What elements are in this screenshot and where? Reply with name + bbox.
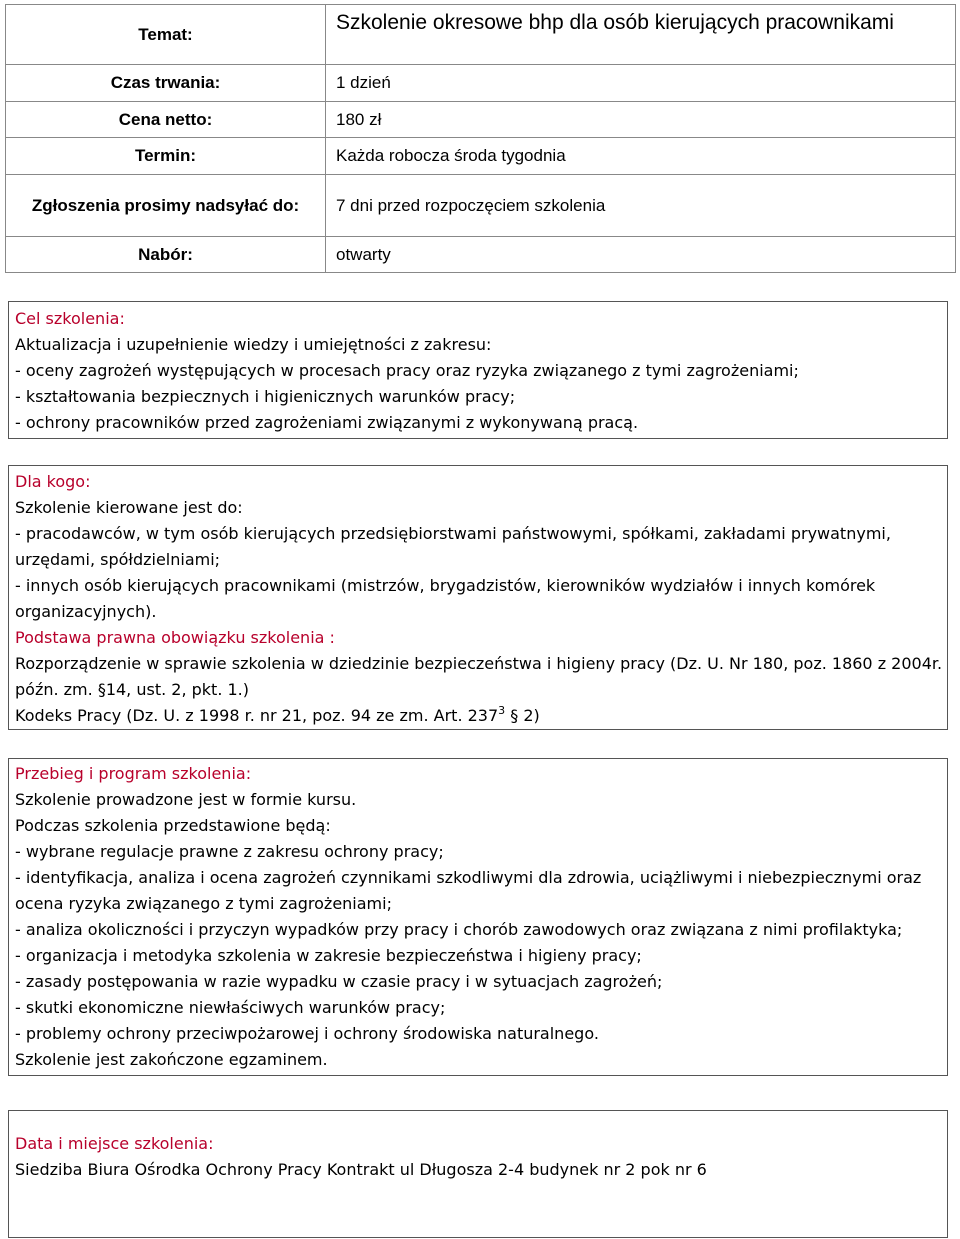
label-zgloszenia: Zgłoszenia prosimy nadsyłać do: [6,175,326,237]
przebieg-line: Szkolenie jest zakończone egzaminem. [15,1050,328,1069]
row-temat [6,5,956,65]
podstawa-heading: Podstawa prawna obowiązku szkolenia : [15,628,335,647]
podstawa-kodeks-line [15,703,947,729]
przebieg-line: - organizacja i metodyka szkolenia w zakresie bezpieczeństwa i higieny pracy; [15,946,642,965]
cel-line: Aktualizacja i uzupełnienie wiedzy i umiejętności z zakresu: [15,335,492,354]
value-cena: 180 zł [326,102,956,138]
dla-kogo-line: Szkolenie kierowane jest do: [15,498,243,517]
section-przebieg [8,758,948,1076]
value-termin: Każda robocza środa tygodnia [326,138,956,175]
dla-kogo-heading: Dla kogo: [15,472,91,491]
przebieg-line: - wybrane regulacje prawne z zakresu ochrony pracy; [15,842,444,861]
label-nabor: Nabór: [6,237,326,273]
label-termin: Termin: [6,138,326,175]
cel-line: - kształtowania bezpiecznych i higienicznych warunków pracy; [15,387,516,406]
row-nabor [6,237,956,273]
przebieg-line: - skutki ekonomiczne niewłaściwych warunków pracy; [15,998,446,1017]
section-miejsce [8,1110,948,1238]
row-termin [6,138,956,175]
label-temat: Temat: [6,5,326,65]
value-temat: Szkolenie okresowe bhp dla osób kierujących pracownikami [326,5,956,65]
dla-kogo-line: - pracodawców, w tym osób kierujących przedsiębiorstwami państwowymi, spółkami, zakładami prywatnymi, urzędami, spółdzielniami; [15,524,891,569]
przebieg-line: - problemy ochrony przeciwpożarowej i ochrony środowiska naturalnego. [15,1024,599,1043]
cel-heading: Cel szkolenia: [15,309,125,328]
miejsce-line: Siedziba Biura Ośrodka Ochrony Pracy Kontrakt ul Długosza 2-4 budynek nr 2 pok nr 6 [15,1160,707,1179]
row-czas [6,65,956,102]
label-cena: Cena netto: [6,102,326,138]
value-czas: 1 dzień [326,65,956,102]
przebieg-line: - identyfikacja, analiza i ocena zagrożeń czynnikami szkodliwymi dla zdrowia, uciążliwymi i niebezpiecznymi oraz ocena ryzyka związanego z tymi zagrożeniami; [15,868,922,913]
row-cena [6,102,956,138]
row-zgloszenia [6,175,956,237]
cel-line: - ochrony pracowników przed zagrożeniami związanymi z wykonywaną pracą. [15,413,639,432]
miejsce-heading: Data i miejsce szkolenia: [15,1134,214,1153]
cel-line: - oceny zagrożeń występujących w procesach pracy oraz ryzyka związanego z tymi zagrożeniami; [15,361,799,380]
section-cel [8,301,948,439]
course-info-table [5,4,956,273]
dla-kogo-line: - innych osób kierujących pracownikami (mistrzów, brygadzistów, kierowników wydziałów i innych komórek organizacyjnych). [15,576,876,621]
przebieg-heading: Przebieg i program szkolenia: [15,764,252,783]
value-nabor: otwarty [326,237,956,273]
kodeks-paragraph: § 2) [505,706,540,725]
kodeks-superscript: 3 [498,704,506,717]
section-dla-kogo [8,465,948,730]
podstawa-line: Rozporządzenie w sprawie szkolenia w dziedzinie bezpieczeństwa i higieny pracy (Dz. U. Nr 180, poz. 1860 z 2004r. późn. zm. §14, ust. 2, pkt. 1.) [15,654,943,699]
value-zgloszenia: 7 dni przed rozpoczęciem szkolenia [326,175,956,237]
przebieg-line: Szkolenie prowadzone jest w formie kursu. [15,790,357,809]
przebieg-line: Podczas szkolenia przedstawione będą: [15,816,331,835]
kodeks-text: Kodeks Pracy (Dz. U. z 1998 r. nr 21, poz. 94 ze zm. Art. 237 [15,706,499,725]
label-czas: Czas trwania: [6,65,326,102]
przebieg-line: - zasady postępowania w razie wypadku w czasie pracy i w sytuacjach zagrożeń; [15,972,663,991]
przebieg-line: - analiza okoliczności i przyczyn wypadków przy pracy i chorób zawodowych oraz związana z nimi profilaktyka; [15,920,903,939]
